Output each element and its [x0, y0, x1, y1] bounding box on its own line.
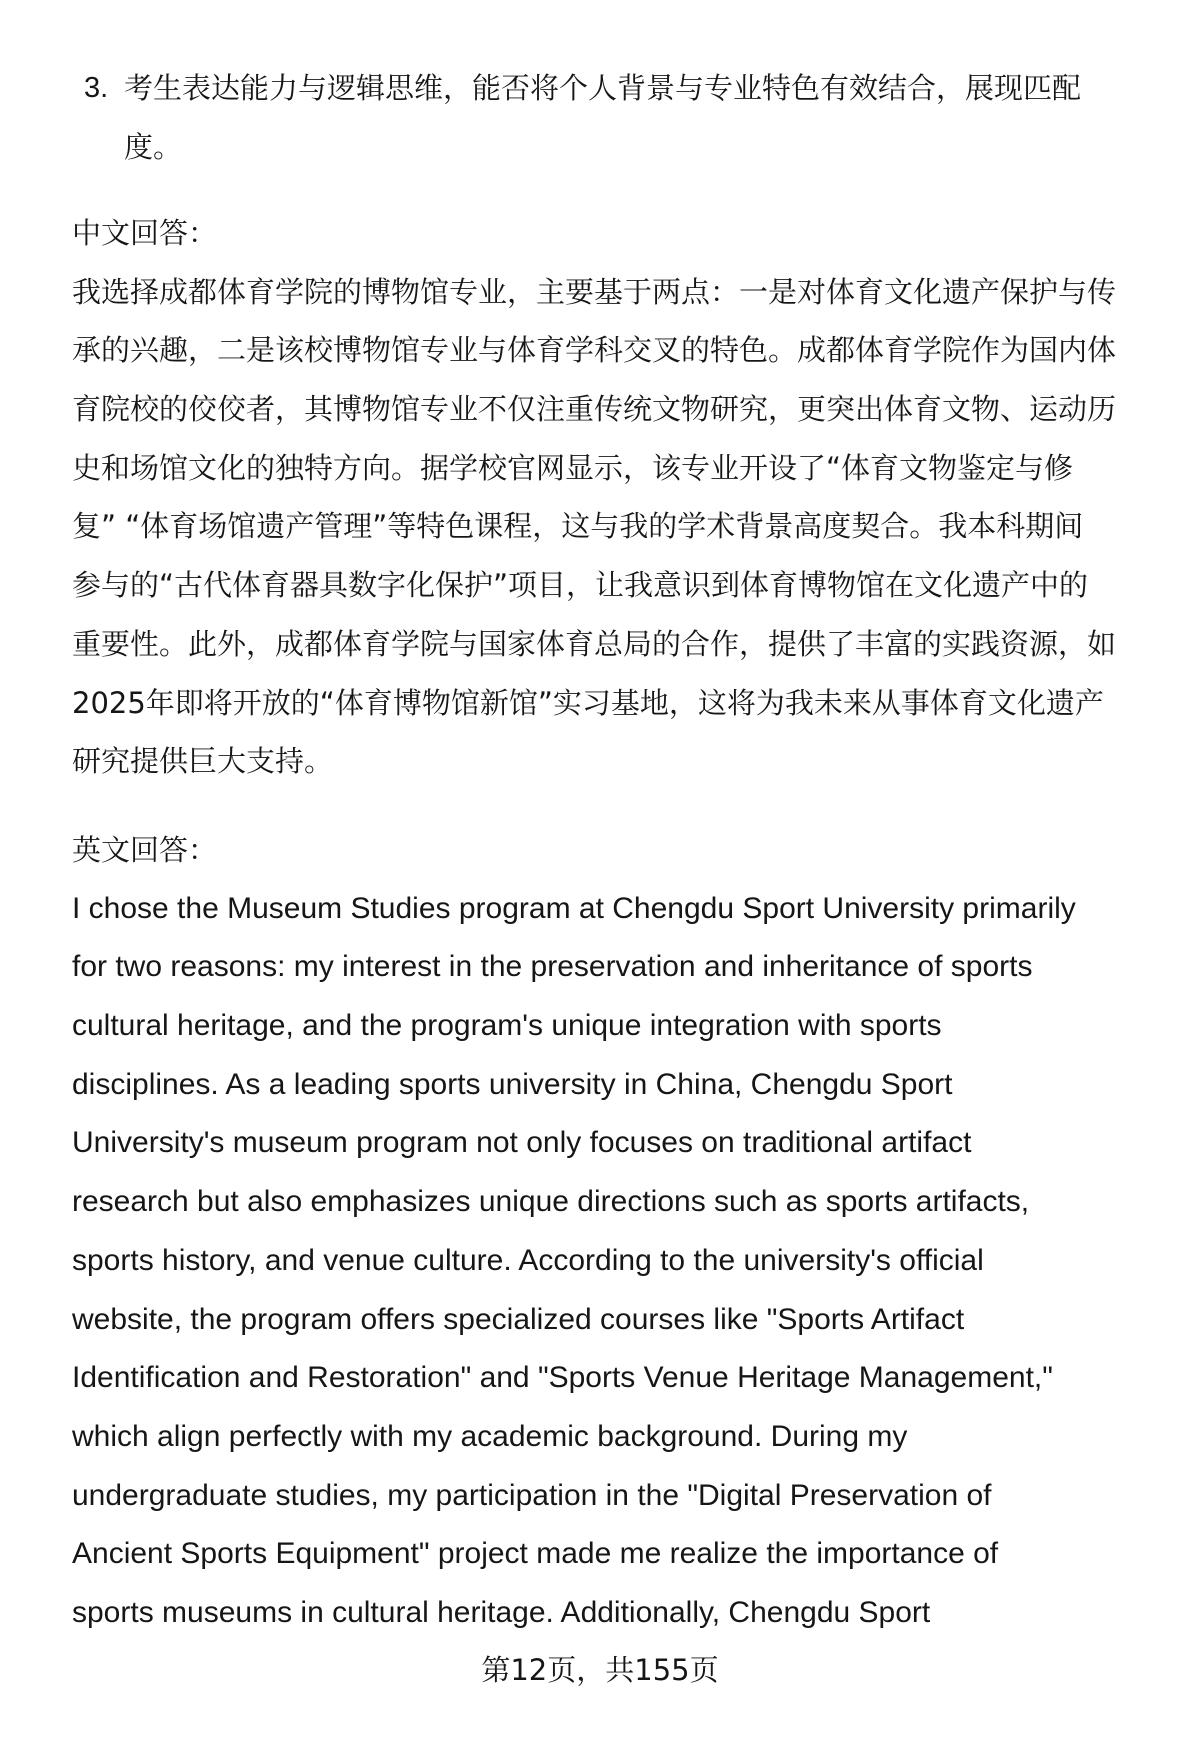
english-answer-heading: 英文回答： [72, 833, 218, 867]
chinese-answer-line: 育院校的佼佼者，其博物馆专业不仅注重传统文物研究，更突出体育文物、运动历 [72, 392, 1117, 427]
page-number: 第12页，共155页 [481, 1653, 719, 1687]
english-answer-line: I chose the Museum Studies program at Chengdu Sport University primarily [72, 891, 1076, 925]
list-item-text [124, 59, 1081, 176]
list-item-number: 3. [84, 72, 109, 104]
english-answer-section [72, 821, 1152, 1643]
english-answer-line: University's museum program not only focuses on traditional artifact [72, 1126, 972, 1160]
chinese-answer-line: 研究提供巨大支持。 [72, 744, 334, 779]
chinese-answer-line: 史和场馆文化的独特方向。据学校官网显示，该专业开设了“体育文物鉴定与修 [72, 450, 1074, 485]
list-item-line: 度。 [124, 129, 183, 164]
chinese-answer-line: 参与的“古代体育器具数字化保护”项目，让我意识到体育博物馆在文化遗产中的 [72, 568, 1089, 603]
english-answer-line: cultural heritage, and the program's unique integration with sports [72, 1009, 942, 1043]
english-answer-line: for two reasons: my interest in the preservation and inheritance of sports [72, 950, 1033, 984]
chinese-answer-section [72, 204, 1152, 791]
english-answer-line: research but also emphasizes unique directions such as sports artifacts, [72, 1185, 1030, 1219]
english-answer-line: which align perfectly with my academic background. During my [72, 1419, 908, 1453]
english-answer-line: undergraduate studies, my participation in the "Digital Preservation of [72, 1478, 992, 1512]
chinese-answer-line: 重要性。此外，成都体育学院与国家体育总局的合作，提供了丰富的实践资源，如 [72, 626, 1117, 661]
chinese-answer-line: 2025年即将开放的“体育博物馆新馆”实习基地，这将为我未来从事体育文化遗产 [72, 685, 1104, 720]
english-answer-line: Identification and Restoration" and "Sports Venue Heritage Management," [72, 1361, 1053, 1395]
english-answer-line: Ancient Sports Equipment" project made me realize the importance of [72, 1537, 999, 1571]
english-answer-line: sports history, and venue culture. According to the university's official [72, 1243, 984, 1277]
english-answer-line: sports museums in cultural heritage. Additionally, Chengdu Sport [72, 1595, 931, 1629]
english-answer-line: website, the program offers specialized courses like "Sports Artifact [72, 1302, 965, 1336]
chinese-answer-line: 复” “体育场馆遗产管理”等特色课程，这与我的学术背景高度契合。我本科期间 [72, 509, 1084, 544]
english-answer-body [72, 880, 1152, 1643]
chinese-answer-heading: 中文回答： [72, 216, 218, 250]
chinese-answer-line: 承的兴趣，二是该校博物馆专业与体育学科交叉的特色。成都体育学院作为国内体 [72, 333, 1117, 368]
english-answer-line: disciplines. As a leading sports university in China, Chengdu Sport [72, 1067, 953, 1101]
chinese-answer-line: 我选择成都体育学院的博物馆专业，主要基于两点：一是对体育文化遗产保护与传 [72, 274, 1117, 309]
list-item-line: 考生表达能力与逻辑思维，能否将个人背景与专业特色有效结合，展现匹配 [124, 71, 1082, 105]
